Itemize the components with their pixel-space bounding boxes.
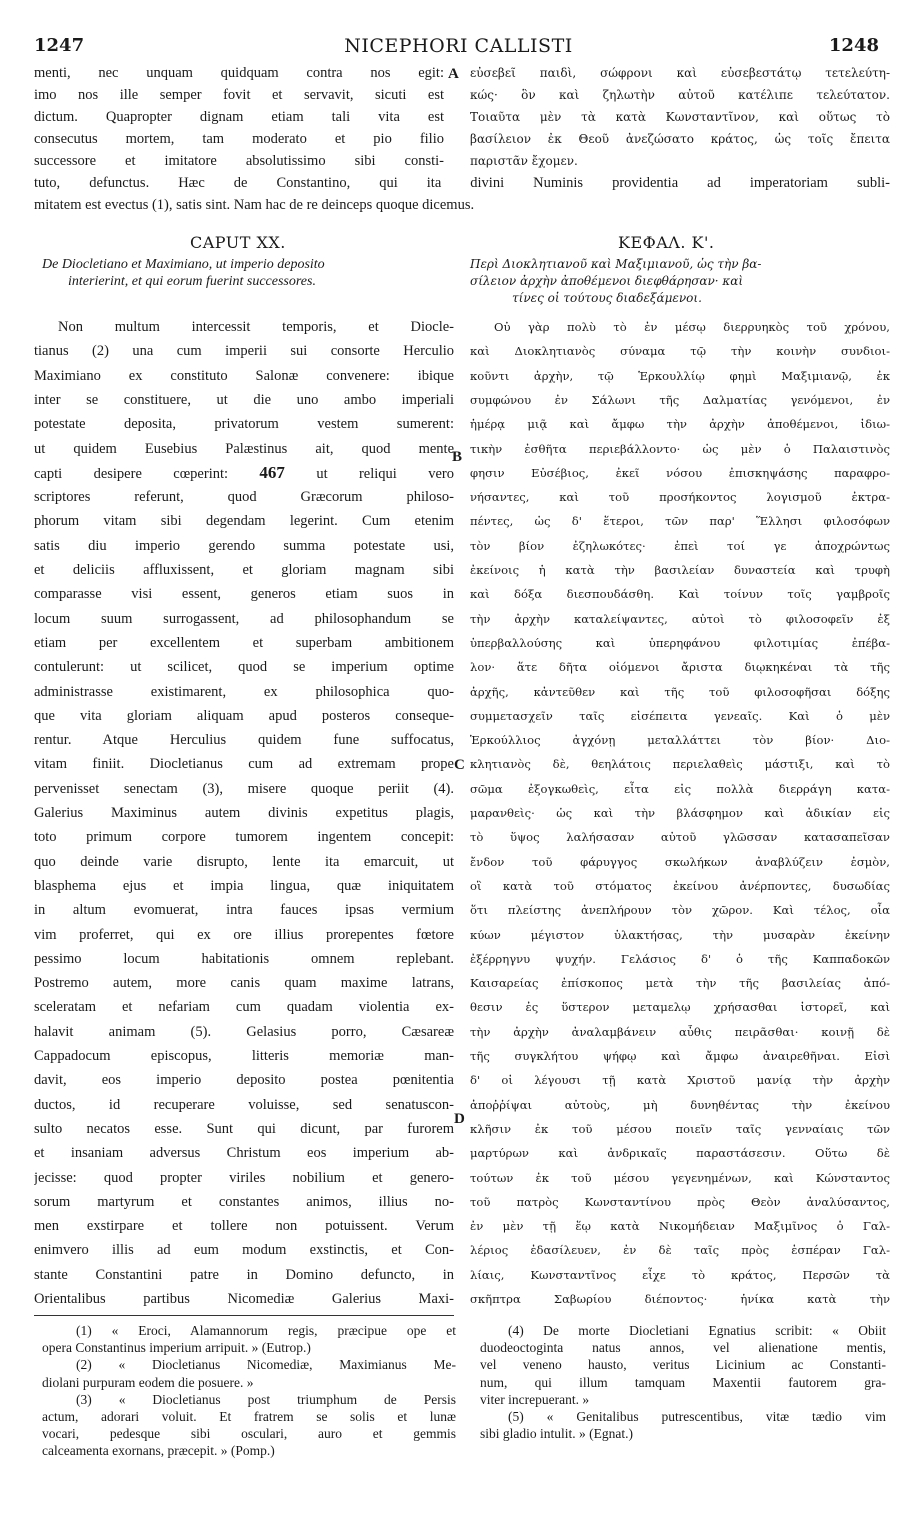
greek-line: καὶ δόξα διεσπουδάσθη. Καὶ τοίνυν τοῖς γαμβροῖς bbox=[470, 587, 890, 602]
greek-line: μαρανθεὶς· ὡς καὶ τὴν βλάσφημον καὶ ἀδικίαν εἰς bbox=[470, 806, 890, 820]
latin-subtitle-line: De Diocletiano et Maximiano, ut imperio deposito bbox=[42, 257, 325, 272]
footnote-line: viter increpuerant. » bbox=[480, 1391, 590, 1407]
greek-chapter-heading: ΚΕΦΑΛ. Κ'. bbox=[618, 233, 715, 252]
top-greek-block bbox=[470, 62, 890, 177]
footnote-line: num, qui illum tamquam Maxentii fautorem gra- bbox=[480, 1374, 886, 1390]
latin-line: davit, eos imperio deposito postea pœnitentia bbox=[34, 1072, 454, 1089]
margin-letter-c: C bbox=[454, 757, 465, 773]
greek-line: συμμετασχεῖν ταῖς εἰσέπειτα γενεαῖς. Καὶ ὁ μὲν bbox=[470, 708, 890, 723]
latin-line: et insaniam adversus Christum eos imperium ab- bbox=[34, 1145, 454, 1162]
greek-line: τικὴν ἐσθῆτα περιεβάλλοντο· ὡς μὲν ὁ Παλαιστινὸς bbox=[470, 441, 890, 456]
greek-line: δ' οἱ λέγουσι τῇ κατὰ Χριστοῦ μανίᾳ τὴν ἀρχὴν bbox=[470, 1073, 890, 1088]
greek-line: Καισαρείας ἐπίσκοπος μετὰ τὴν τῆς βασιλείας ἀπό- bbox=[470, 976, 890, 991]
greek-line: ἡμέρᾳ μιᾷ καὶ ἄμφω τὴν ἀρχὴν ἀποθέμενοι, ἰδιω- bbox=[470, 417, 890, 432]
latin-line: Orientalibus partibus Nicomediæ Galerius Maxi- bbox=[34, 1291, 454, 1307]
latin-line: enimvero illis ad eum modum exstinctis, et Con- bbox=[34, 1242, 454, 1259]
greek-line: ἐκείνοις ἡ κατὰ τὴν βασιλείαν δυναστεία καὶ τρυφὴ bbox=[470, 563, 890, 577]
top-latin-line: menti, nec unquam quidquam contra nos egit: bbox=[34, 65, 444, 81]
latin-line: tianus (2) una cum imperii sui consorte Herculio bbox=[34, 343, 454, 360]
footnote-line: vel veneno hausto, veritus Licinium ac Constanti- bbox=[480, 1357, 886, 1373]
greek-column bbox=[470, 316, 890, 1326]
greek-line: ἀρχῆς, κἀντεῦθεν καὶ τῆς τοῦ φιλοσοφῆσαι δόξης bbox=[470, 684, 890, 699]
top-latin-line: imo nos ille semper fovit et servavit, sicuti est bbox=[34, 87, 444, 103]
latin-line: et deliciis affluxissent, et gloriam magnam sibi bbox=[34, 562, 454, 578]
footnote-line: duodeoctoginta natus annos, vel alienatione mentis, bbox=[480, 1340, 886, 1356]
greek-line: συμφώνου ἐν Σάλωνι τῆς Δαλματίας γενόμενοι, ἐν bbox=[470, 392, 890, 407]
greek-line: ὅτι πλείστης ἀνεπλήρουν τὸν χῶρον. Καὶ τέλος, οἷα bbox=[470, 903, 890, 918]
greek-line: οἳ κατὰ τοῦ στόματος ἐκείνου ἀνέρποντες, δυσωδίας bbox=[470, 878, 890, 893]
greek-line: τὸν βίον ἐζηλωκότες· ἐπεὶ τοί γε ἀποχρώντως bbox=[470, 538, 890, 553]
greek-line: τῆς συγκλήτου ψήφῳ καὶ ἄμφω ἀναιρεθῆναι. Εἰσὶ bbox=[470, 1049, 890, 1063]
latin-line: que vita gloriam aliquam apud posteros conseque- bbox=[34, 707, 454, 724]
latin-chapter-heading: CAPUT XX. bbox=[190, 233, 286, 252]
greek-subtitle-line: σίλειον ἀρχὴν ἀποθέμενοι διεφθάρησαν· καὶ bbox=[470, 274, 744, 288]
latin-line: ductos, id recuperare voluisse, sed senatuscon- bbox=[34, 1096, 454, 1113]
top-greek-line: εὐσεβεῖ παιδὶ, σώφρονι καὶ εὐσεβεστάτῳ τετελεύτη- bbox=[470, 66, 890, 80]
greek-line: ὑπερβαλλούσης καὶ ὑπερηφάνου φιλοτιμίας ἐπέβα- bbox=[470, 635, 890, 650]
footnote-line: (3) « Diocletianus post triumphum de Persis bbox=[76, 1391, 456, 1407]
latin-line: locum suum surrogassent, ad philosophandum se bbox=[34, 610, 454, 627]
greek-line: πέντες, ὡς δ' ἕτεροι, τῶν παρ' Ἕλλησι φιλοσόφων bbox=[470, 514, 890, 529]
latin-line: halavit animam (5). Gelasius porro, Cæsareæ bbox=[34, 1023, 454, 1040]
greek-line: κύων μέγιστον ὑλακτήσας, τὴν μυσαρὰν ἐκείνην bbox=[470, 927, 890, 942]
greek-line: λίαις, Κωνσταντῖνος εἶχε τὸ κράτος, Περσῶν τὰ bbox=[470, 1267, 890, 1282]
top-greek-line: βασίλειον ἐκ Θεοῦ ἀνεζώσατο κράτος, ὡς τοῖς ἔπειτα bbox=[470, 132, 890, 146]
running-title: NICEPHORI CALLISTI bbox=[344, 35, 573, 57]
latin-line: capti desipere cœperint: 467 ut reliqui vero bbox=[34, 462, 454, 482]
latin-line: rentur. Atque Herculius quidem fune suffocatus, bbox=[34, 732, 454, 749]
latin-column bbox=[34, 316, 454, 1326]
footnote-line: (2) « Diocletianus Nicomediæ, Maximianus Me- bbox=[76, 1357, 456, 1373]
latin-subtitle-line: interierint, et qui eorum fuerint successores. bbox=[68, 274, 316, 289]
greek-line: ἀποῤῥίψαι αὐτοὺς, μὴ δυνηθέντας τὴν ἐκείνου bbox=[470, 1097, 890, 1112]
top-full-line: mitatem est evectus (1), satis sint. Nam hac de re deinceps quoque dicemus. bbox=[34, 197, 475, 213]
footnote-line: actum, adorari voluit. Et fratrem se solis et lunæ bbox=[42, 1409, 456, 1424]
top-latin-line: consecutus mortem, tam moderato et pio filio bbox=[34, 131, 444, 147]
greek-line: τὴν ἀρχὴν ἀναλαμβάνειν αὖθις πειρᾶσθαι· κοινῇ δὲ bbox=[470, 1024, 890, 1039]
margin-letter-b: B bbox=[452, 449, 463, 465]
latin-line: pervenisset senectam (3), misere quoque periit (4). bbox=[34, 780, 454, 797]
latin-line: blasphema ejus et impia lingua, quæ iniquitatem bbox=[34, 877, 454, 894]
latin-line: vim proferret, qui ex ore illius prorepentes fœtore bbox=[34, 926, 454, 943]
greek-line: ἐξέρρηγνυ ψυχήν. Γελάσιος δ' ὁ τῆς Καππαδοκῶν bbox=[470, 951, 890, 966]
greek-line: ἔνδον τοῦ φάρυγγος σκωλήκων ἀναβλύζειν ἐσμὸν, bbox=[470, 854, 890, 869]
footnote-line: (5) « Genitalibus putrescentibus, vitæ tædio vim bbox=[508, 1409, 886, 1424]
folio-number: 467 bbox=[259, 462, 285, 482]
latin-line: toto primum corpore tumorem ingentem concepit: bbox=[34, 829, 454, 846]
greek-line: νήσαντες, καὶ τοῦ προσήκοντος λογισμοῦ ἐκτρα- bbox=[470, 490, 890, 505]
latin-line: vitam finiit. Diocletianus cum ad extremam prope bbox=[34, 756, 454, 773]
latin-line: Galerius Maximinus autem divinis expetitus plagis, bbox=[34, 805, 454, 821]
footnote-line: vocari, pedesque sibi osculari, auro et gemmis bbox=[42, 1426, 456, 1442]
top-greek-line: κώς· ὃν καὶ ζηλωτὴν αὐτοῦ κατέλιπε τελεύτατον. bbox=[470, 88, 890, 102]
greek-line: σκῆπτρα Σαβωρίου διέποντος· ἡνίκα κατὰ τὴν bbox=[470, 1292, 890, 1306]
greek-line: τούτων ἐκ τοῦ μέσου γεγενημένων, καὶ Κώνσταντος bbox=[470, 1170, 890, 1185]
footnote-line: diolani purpuram eodem die posuere. » bbox=[42, 1374, 254, 1390]
top-latin-line: successore et imitatore absolutissimo sibi consti- bbox=[34, 153, 444, 169]
latin-line: stante Constantini patre in Domino defuncto, in bbox=[34, 1266, 454, 1283]
greek-line: κλητιανὸς δὲ, θεηλάτοις περιελαθεὶς μάστιξι, καὶ τὸ bbox=[470, 757, 890, 772]
latin-line: potestate deposita, privatorum vestem sumerent: bbox=[34, 416, 454, 433]
right-page-number: 1248 bbox=[828, 35, 879, 56]
latin-line: satis diu imperio gerendo summa potestate usi, bbox=[34, 537, 454, 554]
top-latin-line: dictum. Quapropter dignam etiam tali vita est bbox=[34, 109, 444, 125]
latin-line: Non multum intercessit temporis, et Diocle- bbox=[58, 319, 454, 335]
greek-line: Οὐ γὰρ πολὺ τὸ ἐν μέσῳ διερρυηκὸς τοῦ χρόνου, bbox=[494, 320, 890, 334]
latin-line: scriptores referunt, quod Græcorum philoso- bbox=[34, 489, 454, 506]
margin-letter-d: D bbox=[454, 1111, 465, 1127]
greek-line: κλῆσιν ἐκ τοῦ μέσου ποιεῖν ταῖς γενναίαις τῶν bbox=[470, 1121, 890, 1136]
latin-line: comparasse visi essent, generos etiam suos in bbox=[34, 586, 454, 603]
latin-line: jecisse: quod propter viriles nobilium et genero- bbox=[34, 1169, 454, 1186]
latin-line: etiam per excellentem et superbam ambitionem bbox=[34, 634, 454, 651]
greek-line: τὸ ὕψος λαλήσασαν αὐτοῦ γλῶσσαν κατασαπεῖσαν bbox=[470, 830, 890, 845]
greek-subtitle-line: τίνες οἱ τούτους διαδεξάμενοι. bbox=[512, 291, 702, 305]
greek-line: θεσιν ἐς ὕστερον μεταμελῳ χρήσασθαι ἱστορεῖ, καὶ bbox=[470, 1000, 890, 1015]
footnote-line: calceamenta exornans, præcepit. » (Pomp.) bbox=[42, 1443, 275, 1459]
greek-line: λον· ἅτε δῆτα οἰόμενοι ἄριστα διῳκηκέναι τὰ τῆς bbox=[470, 660, 890, 675]
latin-line: sceleratam et nefariam cum quadam violentia ex- bbox=[34, 999, 454, 1016]
greek-line: Ἑρκούλλιος ἀγχόνῃ μεταλλάττει τὸν βίον· Διο- bbox=[470, 733, 890, 748]
greek-line: τοῦ πατρὸς Κωνσταντίνου πρὸς Θεὸν ἀναλύσαντος, bbox=[470, 1194, 890, 1209]
greek-line: καὶ Διοκλητιανὸς σύναμα τῷ τὴν κοινὴν συνδιοι- bbox=[470, 344, 890, 359]
greek-line: ἐν μὲν τῇ ἕῳ κατὰ Νικομήδειαν Μαξιμῖνος ὁ Γαλ- bbox=[470, 1219, 890, 1234]
latin-line: in altum evomuerat, intra fauces ipsas vermium bbox=[34, 902, 454, 919]
latin-line: administrasse existimarent, ex philosophica quo- bbox=[34, 683, 454, 700]
latin-line: Cappadocum episcopus, litteris memoriæ man- bbox=[34, 1048, 454, 1064]
footnote-line: (1) « Eroci, Alamannorum regis, præcipue ope et bbox=[76, 1323, 456, 1338]
greek-line: σῶμα ἐξογκωθεὶς, εἶτα εἰς πολλὰ διερράγη κατα- bbox=[470, 781, 890, 796]
footnote-line: (4) De morte Diocletiani Egnatius scribit: « Obiit bbox=[508, 1323, 886, 1338]
latin-line: sorum martyrum et constantes animos, illius no- bbox=[34, 1193, 454, 1210]
top-greek-line: παριστᾶν ἔχομεν. bbox=[470, 154, 578, 168]
latin-line: inter se constituere, ut die uno ambo imperiali bbox=[34, 391, 454, 408]
footnote-rule bbox=[34, 1315, 454, 1316]
top-greek-line: Τοιαῦτα μὲν τὰ κατὰ Κωνσταντῖνον, καὶ οὕτως τὸ bbox=[470, 110, 890, 124]
latin-line: Maximiano ex constituto Salonæ convenere: ibique bbox=[34, 367, 454, 384]
greek-line: κοῦντι ἀρχὴν, τῷ Ἑρκουλλίῳ φημὶ Μαξιμιανῷ, ἐκ bbox=[470, 368, 890, 383]
latin-line: quo deinde varie disrupto, lente ita emarcuit, ut bbox=[34, 853, 454, 870]
left-page-number: 1247 bbox=[34, 35, 85, 56]
greek-line: λέριος ἐδασίλευεν, ἐν δὲ ταῖς πρὸς ἑσπέραν Γαλ- bbox=[470, 1243, 890, 1258]
latin-line: Postremo autem, more canis quam maxime latrans, bbox=[34, 975, 454, 992]
greek-line: τὴν ἀρχὴν καταλείψαντες, αὐτοὶ τὸ φιλοσοφεῖν ἐξ bbox=[470, 611, 890, 626]
latin-line: phorum vitam sibi degendam legerint. Cum etenim bbox=[34, 513, 454, 530]
top-full-line: tuto, defunctus. Hæc de Constantino, qui ita divini Numinis providentia ad imperatoriam subli- bbox=[34, 175, 890, 191]
footnote-line: opera Constantinus imperium arripuit. » (Eutrop.) bbox=[42, 1340, 311, 1356]
latin-line: men exstirpare et tollere non potuissent. Verum bbox=[34, 1218, 454, 1235]
latin-line: sulto necatos esse. Sunt qui dicunt, par furorem bbox=[34, 1120, 454, 1137]
greek-line: μαρτύρων καὶ ἀνδρικαῖς παραστάσεσιν. Οὕτω δὲ bbox=[470, 1146, 890, 1161]
footnote-line: sibi gladio intulit. » (Egnat.) bbox=[480, 1426, 633, 1442]
margin-letter-a: A bbox=[448, 66, 459, 82]
latin-line: pessimo locum habitationis omnem replebant. bbox=[34, 950, 454, 967]
greek-subtitle-line: Περὶ Διοκλητιανοῦ καὶ Μαξιμιανοῦ, ὡς τὴν βα- bbox=[470, 257, 762, 271]
latin-line: ut quidem Eusebius Palæstinus ait, quod mente bbox=[34, 440, 454, 457]
latin-line: contulerunt: ut scilicet, quod se imperium optime bbox=[34, 659, 454, 676]
greek-line: φησιν Εὐσέβιος, ἐκεῖ νόσου ἐπισκηψάσης παραφρο- bbox=[470, 465, 890, 480]
top-latin-block bbox=[34, 62, 444, 177]
